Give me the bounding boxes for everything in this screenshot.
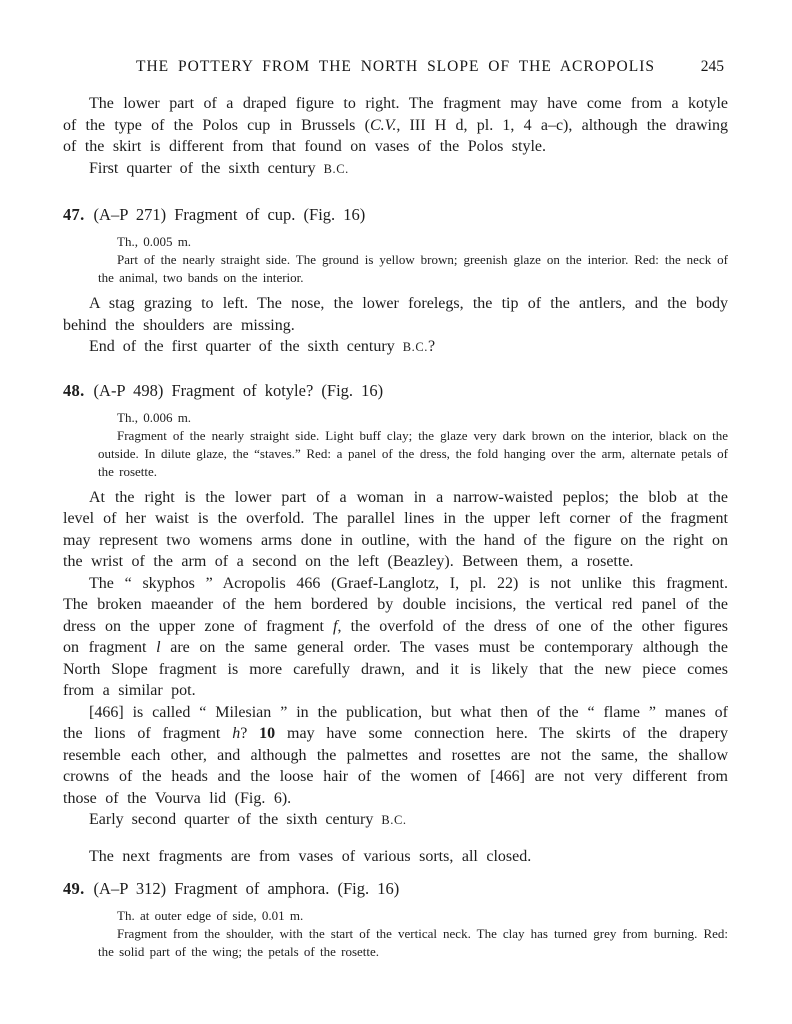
entry-heading-48 xyxy=(63,380,728,402)
body-paragraph: The next fragments are from vases of various sorts, all closed. xyxy=(89,847,532,865)
body-paragraph: The lower part of a draped figure to right. The fragment may have come from a kotyle of the type of the Polos cup in Brussels (C.V., III H d, pl. 1, 4 a–c), although the drawing of the skirt is different from that found on vases of the Polos style. xyxy=(63,95,728,155)
entry-title: (A–P 271) Fragment of cup. (Fig. 16) xyxy=(93,205,366,224)
tech-note: Fragment of the nearly straight side. Light buff clay; the glaze very dark brown on the interior, black on the outside. In dilute glaze, the “staves.” Red: a panel of the dress, the fold hanging over the arm, alternate petals of the rosette. xyxy=(98,427,728,479)
entry-number: 48. xyxy=(63,380,85,400)
tech-note: Fragment from the shoulder, with the start of the vertical neck. The clay has turned grey from burning. Red: the solid part of the wing; the petals of the rosette. xyxy=(98,926,728,959)
date-line: End of the first quarter of the sixth century B.C.? xyxy=(89,338,436,355)
body-paragraph: At the right is the lower part of a woman in a narrow-waisted peplos; the blob at the level of her waist is the overfold. The parallel lines in the upper left corner of the fragment may represent two womens arms done in outline, with the hand of the figure on the right on the wrist of the arm of a second on the left (Beazley). Between them, a rosette. xyxy=(63,488,728,570)
entry-number: 47. xyxy=(63,205,85,224)
tech-note: Th., 0.005 m. xyxy=(117,234,192,249)
body-paragraph: [466] is called “ Milesian ” in the publication, but what then of the “ flame ” manes of the lions of fragment h? 10 may have some connection here. The skirts of the drapery resemble each other, and although the palmettes and rosettes are not the same, the shallow crowns of the heads and the loose hair of the women of [466] are not very different from those of the Vourva lid (Fig. 6). xyxy=(63,703,728,807)
date-line: Early second quarter of the sixth century B.C. xyxy=(89,811,407,828)
body-paragraph: A stag grazing to left. The nose, the lower forelegs, the tip of the antlers, and the body behind the shoulders are missing. xyxy=(63,295,728,334)
entry-heading-49 xyxy=(63,878,728,900)
entry-title: (A–P 312) Fragment of amphora. (Fig. 16) xyxy=(93,879,400,898)
entry-number: 49. xyxy=(63,879,85,898)
tech-note: Th., 0.006 m. xyxy=(117,409,192,425)
body-paragraph: The “ skyphos ” Acropolis 466 (Graef-Langlotz, I, pl. 22) is not unlike this fragment. The broken maeander of the hem bordered by double incisions, the vertical red panel of the dress on the upper zone of fragment f, the overfold of the dress of one of the other figures on fragment l are on the same general order. The vases must be contemporary although the North Slope fragment is more carefully drawn, and it is likely that the new piece comes from a similar pot. xyxy=(63,574,728,699)
date-line: First quarter of the sixth century B.C. xyxy=(89,159,349,177)
tech-note: Part of the nearly straight side. The ground is yellow brown; greenish glaze on the interior. Red: the neck of the animal, two bands on the interior. xyxy=(98,252,728,285)
page-title: THE POTTERY FROM THE NORTH SLOPE OF THE ACROPOLIS xyxy=(136,58,655,75)
entry-title: (A-P 498) Fragment of kotyle? (Fig. 16) xyxy=(93,380,384,400)
tech-note: Th. at outer edge of side, 0.01 m. xyxy=(117,908,304,923)
running-head xyxy=(63,58,728,76)
entry-heading-47 xyxy=(63,204,728,226)
page-number: 245 xyxy=(700,58,724,75)
